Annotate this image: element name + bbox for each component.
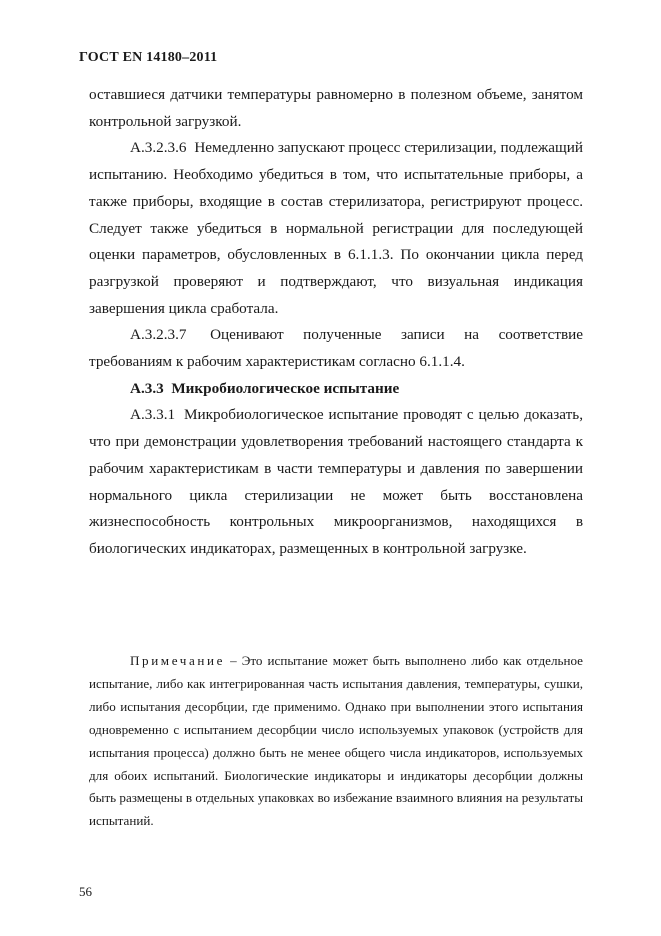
paragraph-continuation: оставшиеся датчики температуры равномерно в полезном объеме, занятом контрольной загрузкой. [89,86,583,130]
clause-number: А.3.3.1 [130,406,176,424]
document-header: ГОСТ EN 14180–2011 [79,50,218,65]
heading-number: А.3.3 [130,379,164,397]
clause-number: А.3.2.3.6 [130,139,187,157]
heading-text: Микробиологическое испытание [171,379,400,397]
note-dash: – [230,653,237,668]
note-label: Примечание [130,653,226,668]
paragraph-a3236 [89,135,583,322]
note-paragraph [89,650,583,833]
paragraph-a331 [89,402,583,562]
clause-number: А.3.2.3.7 [130,326,187,344]
note-block [89,650,583,833]
note-text: Это испытание может быть выполнено либо как отдельное испытание, либо как интегрированная часть испытания давления, температуры, сушки, либо испытания десорбции, где применимо. Однако при выполнении этого испытания одновременно с испытанием десорбции число используемых упаковок (устройств для испытания процесса) должно быть не менее общего числа индикаторов, используемых для обоих испытаний. Биологические индикаторы и индикаторы десорбции должны быть размещены в отдельных упаковках во избежание взаимного влияния на результаты испытаний. [89,653,583,829]
paragraph-a3237 [89,322,583,375]
section-heading-a33 [89,376,583,403]
body-text [89,82,583,563]
clause-text: Микробиологическое испытание проводят с целью доказать, что при демонстрации удовлетворения требований настоящего стандарта к рабочим характеристикам в части температуры и давления по завершении нормального цикла стерилизации не может быть восстановлена жизнеспособность контрольных микроорганизмов, находящихся в биологических индикаторах, размещенных в контрольной загрузке. [89,406,583,557]
page-number: 56 [79,884,92,899]
clause-text: Немедленно запускают процесс стерилизации, подлежащий испытанию. Необходимо убедиться в том, что испытательные приборы, а также приборы, входящие в состав стерилизатора, регистрируют процесс. Следует также убедиться в нормальной регистрации для последующей оценки параметров, обусловленных в 6.1.1.3. По окончании цикла перед разгрузкой проверяют и подтверждают, что визуальная индикация завершения цикла сработала. [89,139,584,317]
clause-text: Оценивают полученные записи на соответствие требованиям к рабочим характеристикам согласно 6.1.1.4. [89,326,583,371]
